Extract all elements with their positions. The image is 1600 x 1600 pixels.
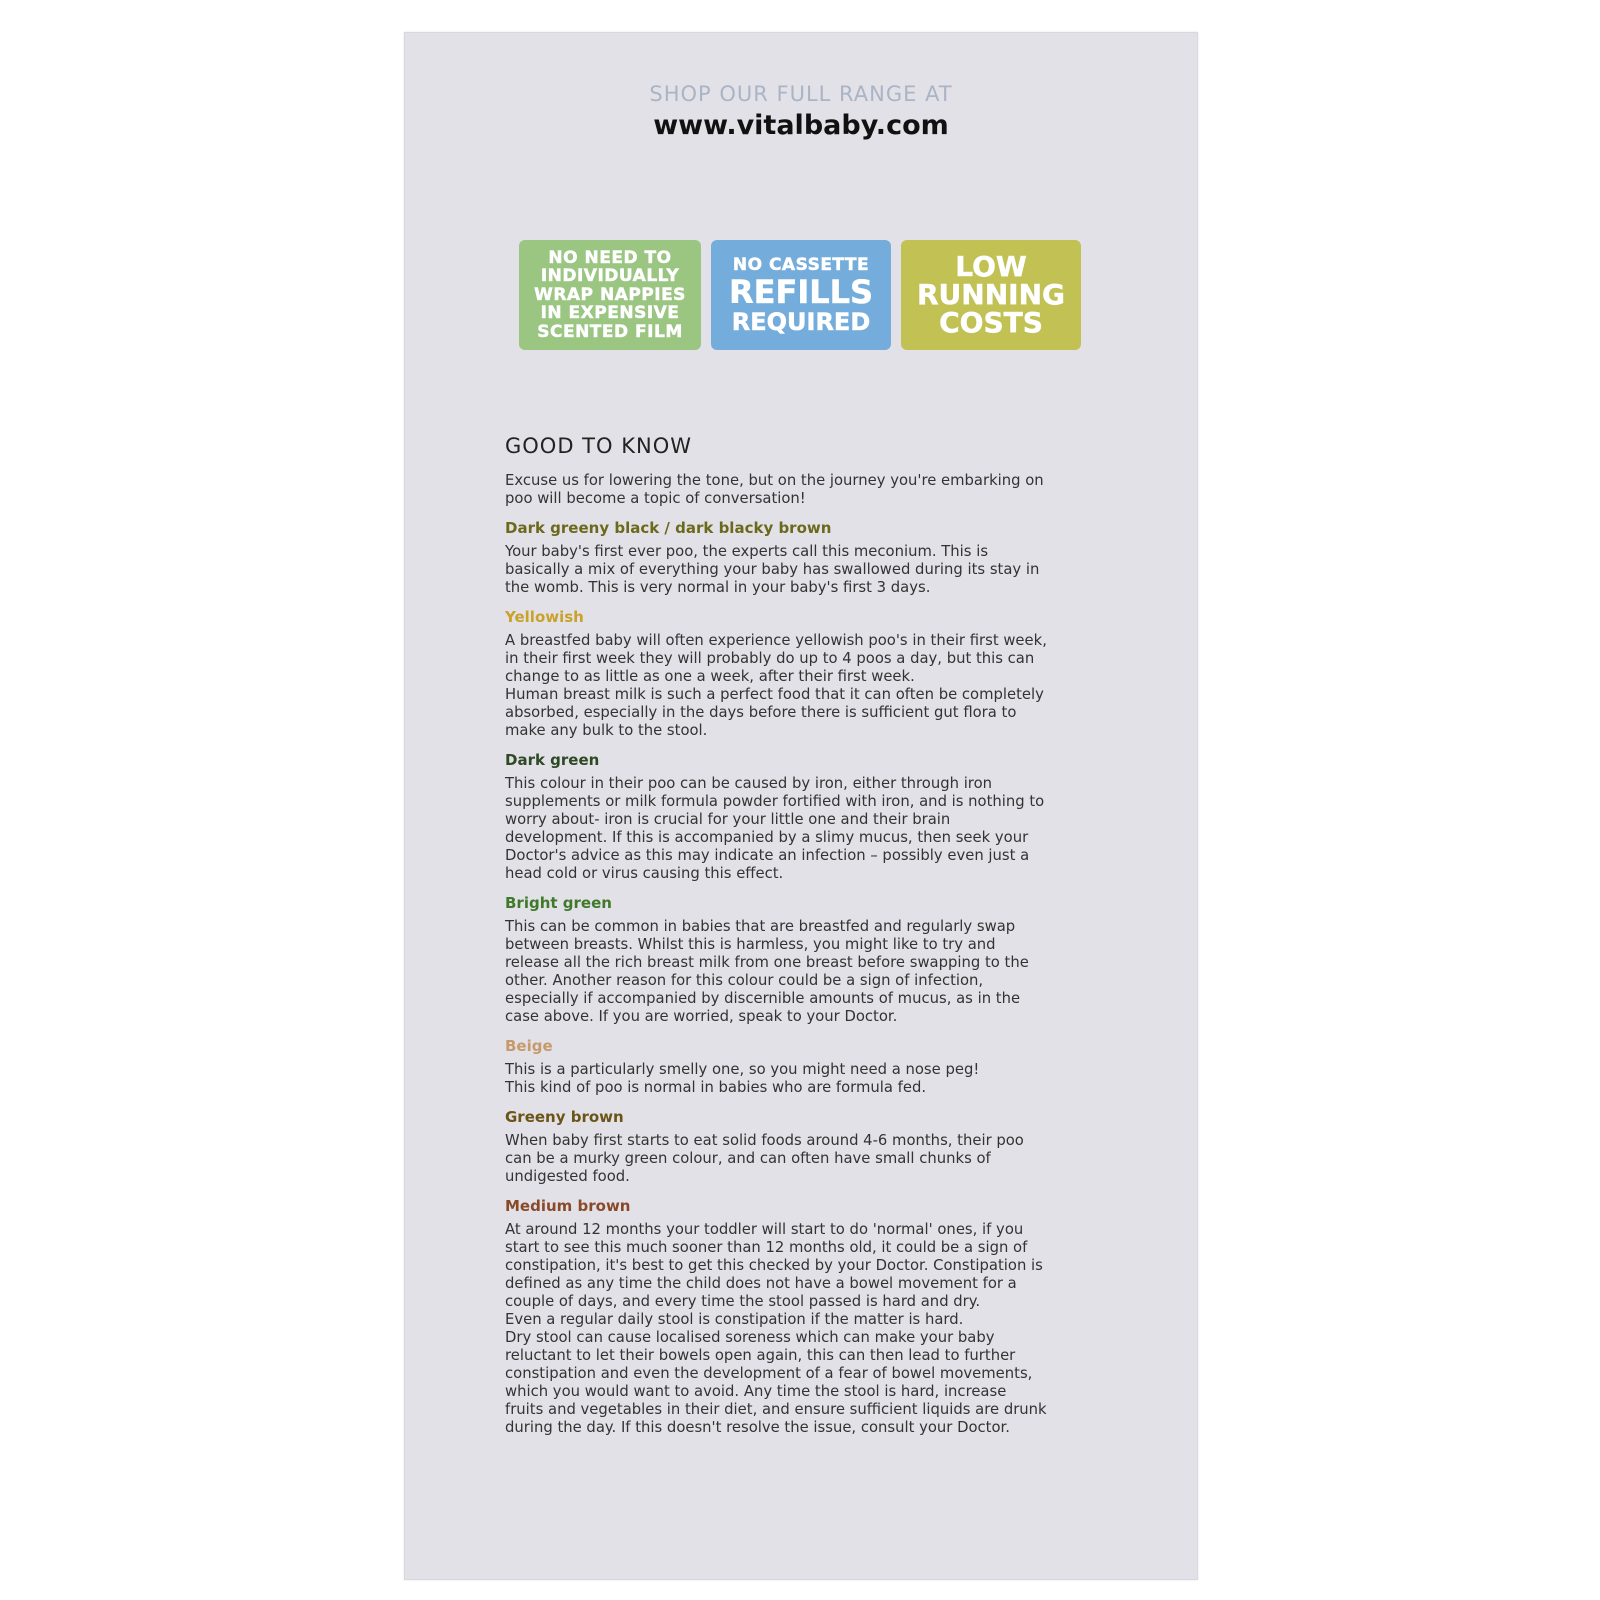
badge-low-costs <box>901 240 1081 350</box>
badge-line: NO NEED TO <box>548 247 672 268</box>
badge-line: LOW <box>955 250 1027 283</box>
intro-text: Excuse us for lowering the tone, but on the journey you're embarking on poo will become a topic of conversation! <box>505 472 1044 507</box>
badge-line: NO CASSETTE <box>732 255 870 275</box>
poo-type-description: Your baby's first ever poo, the experts call this meconium. This is basically a mix of everything your baby has swallowed during its stay in the womb. This is very normal in your baby's first 3 days. <box>505 543 1040 596</box>
badge-line: SCENTED FILM <box>537 321 683 342</box>
poo-type-description: This can be common in babies that are breastfed and regularly swap between breasts. Whilst this is harmless, you might like to try and release all the rich breast milk from one breast before swapping to the other. Another reason for this colour could be a sign of infection, especially if accompanied by discernible amounts of mucus, as in the case above. If you are worried, speak to your Doctor. <box>505 918 1029 1025</box>
badge-line: INDIVIDUALLY <box>540 266 680 287</box>
badge-no-refills <box>711 240 891 350</box>
poo-type-title: Dark greeny black / dark blacky brown <box>505 519 832 537</box>
poo-type-description: This is a particularly smelly one, so you might need a nose peg! This kind of poo is normal in babies who are formula fed. <box>505 1061 980 1096</box>
badge-line: REQUIRED <box>731 308 871 336</box>
badge-line: REFILLS <box>728 273 874 311</box>
poo-type-title: Bright green <box>505 894 612 912</box>
poo-type-title: Yellowish <box>505 608 584 626</box>
poo-type-description: When baby first starts to eat solid foods around 4-6 months, their poo can be a murky green colour, and can often have small chunks of undigested food. <box>505 1132 1024 1185</box>
package-back-panel <box>404 32 1198 1580</box>
badge-line: COSTS <box>939 306 1043 339</box>
poo-type-title: Beige <box>505 1037 553 1055</box>
poo-type-title: Greeny brown <box>505 1108 624 1126</box>
badge-line: IN EXPENSIVE <box>540 303 680 324</box>
badge-line: WRAP NAPPIES <box>534 284 686 305</box>
poo-type-description: At around 12 months your toddler will start to do 'normal' ones, if you start to see this much sooner than 12 months old, it could be a sign of constipation, it's best to get this checked by your Doctor. Constipation is defined as any time the child does not have a bowel movement for a couple of days, and every time the stool passed is hard and dry. Even a regular daily stool is constipation if the matter is hard. Dry stool can cause localised soreness which can make your baby reluctant to let their bowels open again, this can then lead to further constipation and even the development of a fear of bowel movements, which you would want to avoid. Any time the stool is hard, increase fruits and vegetables in their diet, and ensure sufficient liquids are drunk during the day. If this doesn't resolve the issue, consult your Doctor. <box>505 1221 1047 1436</box>
poo-type-description: This colour in their poo can be caused by iron, either through iron supplements or milk formula powder fortified with iron, and is nothing to worry about- iron is crucial for your little one and their brain development. If this is accompanied by a slimy mucus, then seek your Doctor's advice as this may indicate an infection – possibly even just a head cold or virus causing this effect. <box>505 775 1045 882</box>
badge-line: RUNNING <box>917 278 1065 311</box>
good-to-know-section <box>505 434 1095 1437</box>
badge-no-wrap <box>519 240 701 350</box>
section-heading: GOOD TO KNOW <box>505 434 692 458</box>
website-url: www.vitalbaby.com <box>653 110 949 141</box>
poo-type-description: A breastfed baby will often experience yellowish poo's in their first week, in their first week they will probably do up to 4 poos a day, but this can change to as little as one a week, after their first week. Human breast milk is such a perfect food that it can often be completely absorbed, especially in the days before there is sufficient gut flora to make any bulk to the stool. <box>505 632 1047 739</box>
poo-type-title: Medium brown <box>505 1197 631 1215</box>
poo-type-title: Dark green <box>505 751 600 769</box>
shop-range-text: SHOP OUR FULL RANGE AT <box>649 82 953 106</box>
